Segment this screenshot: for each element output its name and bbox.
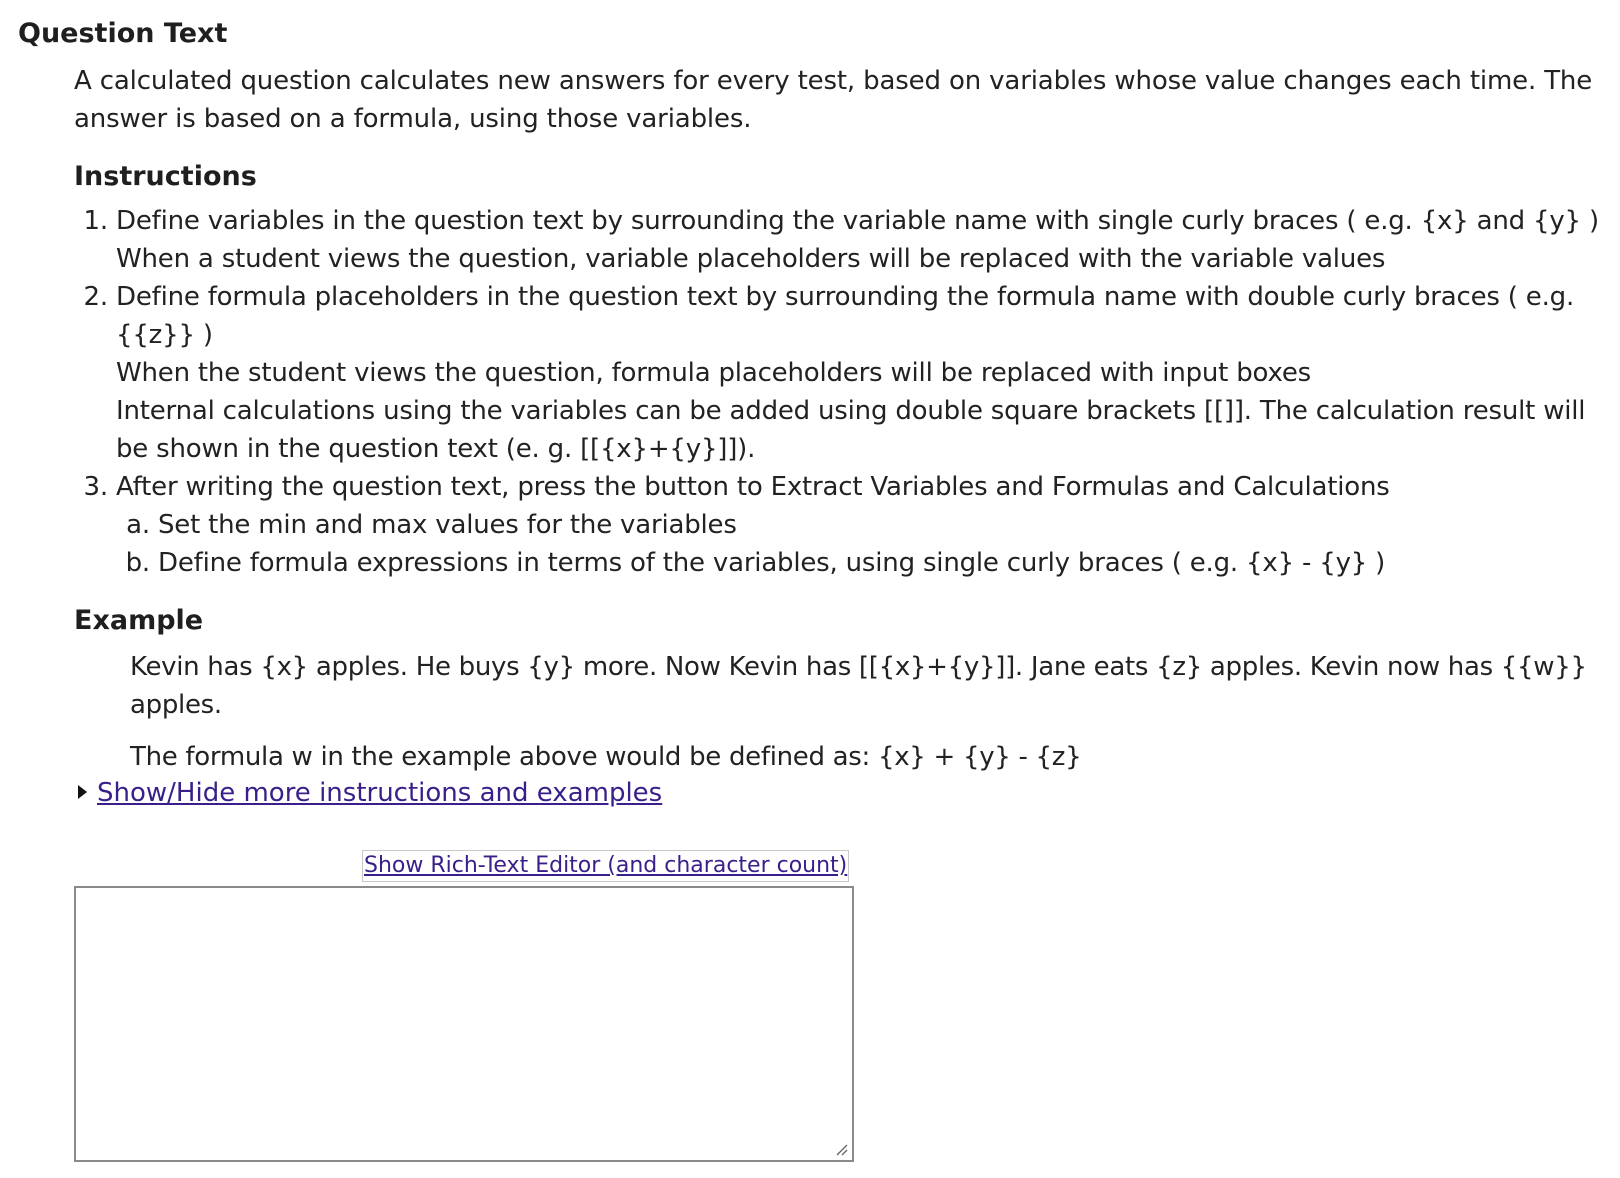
example-text: Kevin has {x} apples. He buys {y} more. Now Kevin has [[{x}+{y}]]. Jane eats {z} apples. Kevin now has {{w}} apples. [130, 652, 1587, 720]
example-formula: The formula w in the example above would be defined as: {x} + {y} - {z} [130, 742, 1082, 772]
instruction-step-2 [116, 278, 1604, 468]
question-text-editor[interactable] [74, 886, 854, 1162]
resize-grip-icon[interactable] [834, 1142, 848, 1156]
substep-a: a. Set the min and max values for the variables [158, 506, 1604, 544]
example-heading: Example [74, 605, 204, 636]
intro-paragraph: A calculated question calculates new answers for every test, based on variables whose value changes each time. The answer is based on a formula, using those variables. [74, 66, 1593, 134]
step-line: Internal calculations using the variables can be added using double square brackets [[]]. The calculation result will be shown in the question text (e. g. [[{x}+{y}]]). [116, 396, 1586, 464]
instructions-heading: Instructions [74, 161, 257, 192]
substep-b: b. Define formula expressions in terms of the variables, using single curly braces ( e.g. {x} - {y} ) [158, 544, 1604, 582]
show-rich-text-editor-link[interactable]: Show Rich-Text Editor (and character count) [362, 850, 849, 882]
step-line: When the student views the question, formula placeholders will be replaced with input boxes [116, 358, 1311, 388]
instruction-steps [74, 202, 1604, 582]
disclosure-triangle-icon[interactable] [78, 785, 87, 799]
step-line: When a student views the question, variable placeholders will be replaced with the variable values [116, 244, 1386, 274]
step-line: 2. Define formula placeholders in the question text by surrounding the formula name with double curly braces ( e.g. {{z}} ) [116, 282, 1575, 350]
instructions-content [74, 62, 1604, 776]
show-hide-instructions-link[interactable]: Show/Hide more instructions and examples [97, 778, 663, 808]
step-line: 1. Define variables in the question text by surrounding the variable name with single curly braces ( e.g. {x} and {y} ) [116, 206, 1599, 236]
instruction-substeps [116, 506, 1604, 582]
step-line: 3. After writing the question text, press the button to Extract Variables and Formulas and Calculations [116, 472, 1390, 502]
instruction-step-3 [116, 468, 1604, 582]
section-title: Question Text [18, 18, 228, 49]
show-hide-toggle[interactable] [78, 774, 662, 812]
instruction-step-1 [116, 202, 1604, 278]
example-block [74, 648, 1604, 776]
